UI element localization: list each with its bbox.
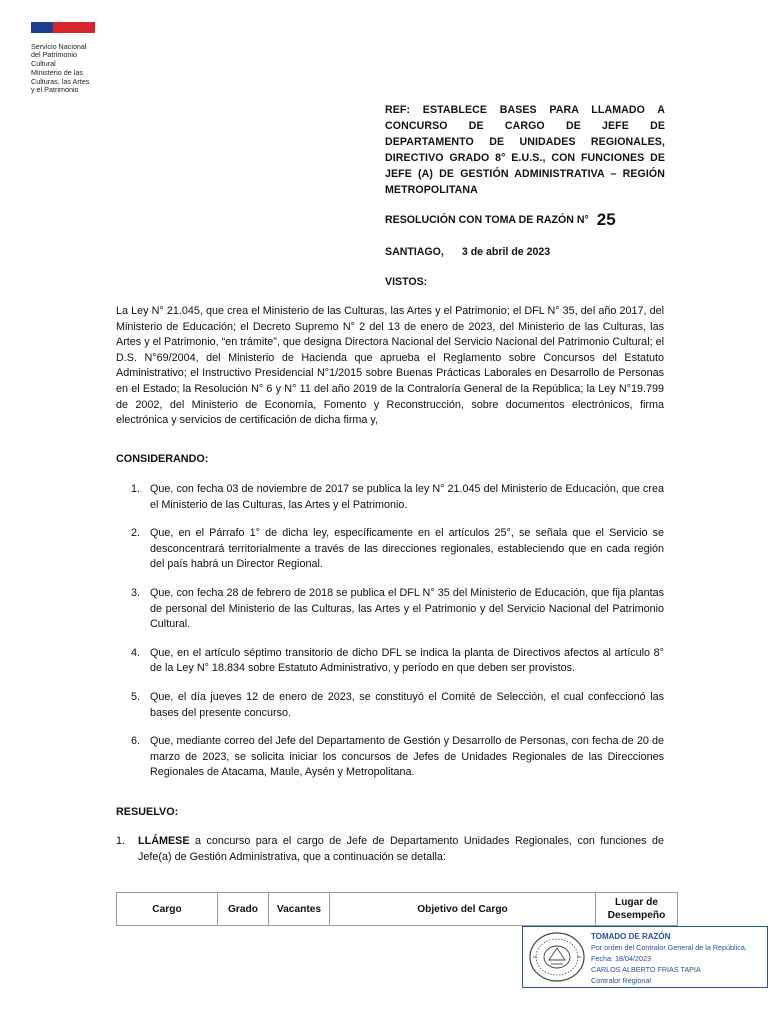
place-date-line bbox=[385, 246, 550, 258]
logo-ministry-line: y el Patrimonio bbox=[31, 85, 79, 95]
table-header-cell: Lugar de Desempeño bbox=[607, 897, 666, 921]
place-text: SANTIAGO, bbox=[385, 246, 444, 258]
list-item bbox=[116, 734, 664, 781]
list-item bbox=[116, 482, 664, 513]
stamp-line: Contralor Regional bbox=[591, 976, 651, 985]
resolution-label: RESOLUCIÓN CON TOMA DE RAZÓN N° bbox=[385, 214, 589, 226]
stamp-line: Fecha: 18/04/2023 bbox=[591, 954, 651, 963]
position-table-header bbox=[116, 892, 678, 926]
resolution-number: 25 bbox=[596, 210, 616, 229]
list-item-text: Que, en el Párrafo 1° de dicha ley, específicamente en el artículos 25°, se señala que el Servicio se desconcentrará territorialmente a través de las direcciones regionales, estableciendo que en cada región del país habrá un Director Regional. bbox=[150, 527, 664, 571]
list-item bbox=[116, 526, 664, 573]
considerando-heading: CONSIDERANDO: bbox=[116, 453, 209, 465]
logo-institution-name bbox=[31, 43, 95, 68]
list-item-number: 6. bbox=[130, 735, 140, 748]
list-item-number: 1. bbox=[130, 483, 140, 495]
list-item-number: 3. bbox=[130, 586, 140, 599]
stamp-title: TOMADO DE RAZÓN bbox=[591, 932, 671, 941]
reference-block: REF: ESTABLECE BASES PARA LLAMADO A CONCURSO DE CARGO DE JEFE DE DEPARTAMENTO DE UNIDADES REGIONALES, DIRECTIVO GRADO 8° E.U.S., CON FUNCIONES DE JEFE (A) DE GESTIÓN ADMINISTRATIVA – REGIÓN METROPOLITANA bbox=[385, 104, 665, 196]
resuelvo-item-keyword: LLÁMESE bbox=[138, 835, 190, 847]
vistos-heading: VISTOS: bbox=[385, 276, 428, 288]
logo-name-line: del Patrimonio bbox=[31, 50, 77, 60]
resuelvo-item-text bbox=[138, 834, 664, 865]
considerando-list bbox=[116, 482, 664, 794]
stamp-line: CARLOS ALBERTO FRIAS TAPIA bbox=[591, 965, 701, 974]
table-header-cell: Vacantes bbox=[269, 893, 330, 925]
resuelvo-item bbox=[116, 834, 664, 865]
contraloria-seal-icon bbox=[523, 927, 591, 987]
date-text: 3 de abril de 2023 bbox=[461, 246, 551, 258]
list-item-text: Que, en el artículo séptimo transitorio de dicho DFL se indica la planta de Directivos afectos al artículo 8° de la Ley N° 18.834 sobre Estatuto Administrativo, y período en que deben ser provistos. bbox=[150, 646, 664, 675]
logo-ministry-name bbox=[31, 69, 95, 94]
list-item-number: 5. bbox=[130, 690, 140, 703]
logo-name-line: Servicio Nacional bbox=[31, 42, 87, 51]
institution-logo bbox=[31, 22, 95, 94]
list-item-text: Que, con fecha 03 de noviembre de 2017 se publica la ley N° 21.045 del Ministerio de Educación, que crea el Ministerio de las Culturas, las Artes y el Patrimonio. bbox=[150, 483, 664, 511]
list-item bbox=[116, 646, 664, 677]
logo-red-block bbox=[53, 22, 95, 33]
table-header-cell: Objetivo del Cargo bbox=[330, 893, 596, 925]
logo-flag-bar bbox=[31, 22, 95, 33]
logo-ministry-line: Culturas, las Artes bbox=[31, 76, 90, 86]
list-item-number: 2. bbox=[130, 527, 140, 540]
list-item-text: Que, con fecha 28 de febrero de 2018 se publica el DFL N° 35 del Ministerio de Educación, que fija plantas de personal del Ministerio de las Culturas, las Artes y el Patrimonio y del Servicio Nacional del Patrimonio Cultural. bbox=[150, 586, 664, 631]
resolution-line bbox=[385, 210, 616, 230]
logo-name-line: Cultural bbox=[31, 58, 56, 68]
table-header-cell: Cargo bbox=[117, 893, 218, 925]
list-item-text: Que, mediante correo del Jefe del Departamento de Gestión y Desarrollo de Personas, con fecha de 20 de marzo de 2023, se solicita iniciar los concursos de Jefes de Unidades Regionales de las Direcciones Regionales de Atacama, Maule, Aysén y Metropolitana. bbox=[150, 735, 664, 779]
resuelvo-item-number: 1. bbox=[116, 835, 126, 847]
stamp-text bbox=[591, 927, 767, 987]
table-header-cell: Grado bbox=[218, 893, 269, 925]
stamp-line: Por orden del Contralor General de la República. bbox=[591, 943, 747, 952]
resuelvo-heading: RESUELVO: bbox=[116, 806, 179, 818]
list-item-text: Que, el día jueves 12 de enero de 2023, se constituyó el Comité de Selección, el cual confeccionó las bases del presente concurso. bbox=[150, 690, 664, 719]
list-item bbox=[116, 586, 664, 633]
resuelvo-item-rest: a concurso para el cargo de Jefe de Departamento Unidades Regionales, con funciones de Jefe(a) de Gestión Administrativa, que a continuación se detalla: bbox=[138, 835, 664, 863]
approval-stamp bbox=[522, 926, 768, 988]
logo-blue-block bbox=[31, 22, 53, 33]
list-item bbox=[116, 690, 664, 721]
list-item-number: 4. bbox=[130, 646, 140, 659]
logo-ministry-line: Ministerio de las bbox=[31, 68, 83, 78]
vistos-paragraph: La Ley N° 21.045, que crea el Ministerio de las Culturas, las Artes y el Patrimonio; el DFL N° 35, del año 2017, del Ministerio de Educación; el Decreto Supremo N° 2 del 13 de enero de 2023, del Ministerio de las Culturas, las Artes y el Patrimonio, “en trámite”, que designa Directora Nacional del Servicio Nacional del Patrimonio Cultural; el D.S. N°69/2004, del Ministerio de Hacienda que aprueba el Reglamento sobre Concursos del Estatuto Administrativo; el Instructivo Presidencial N°1/2015 sobre Buenas Prácticas Laborales en Desarrollo de Personas en el Estado; la Resolución N° 6 y N° 11 del año 2019 de la Contraloría General de la República; la Ley N°19.799 de 2002, del Ministerio de Economía, Fomento y Reconstrucción, sobre documentos electrónicos, firma electrónica y servicios de certificación de dicha firma y, bbox=[116, 305, 664, 427]
